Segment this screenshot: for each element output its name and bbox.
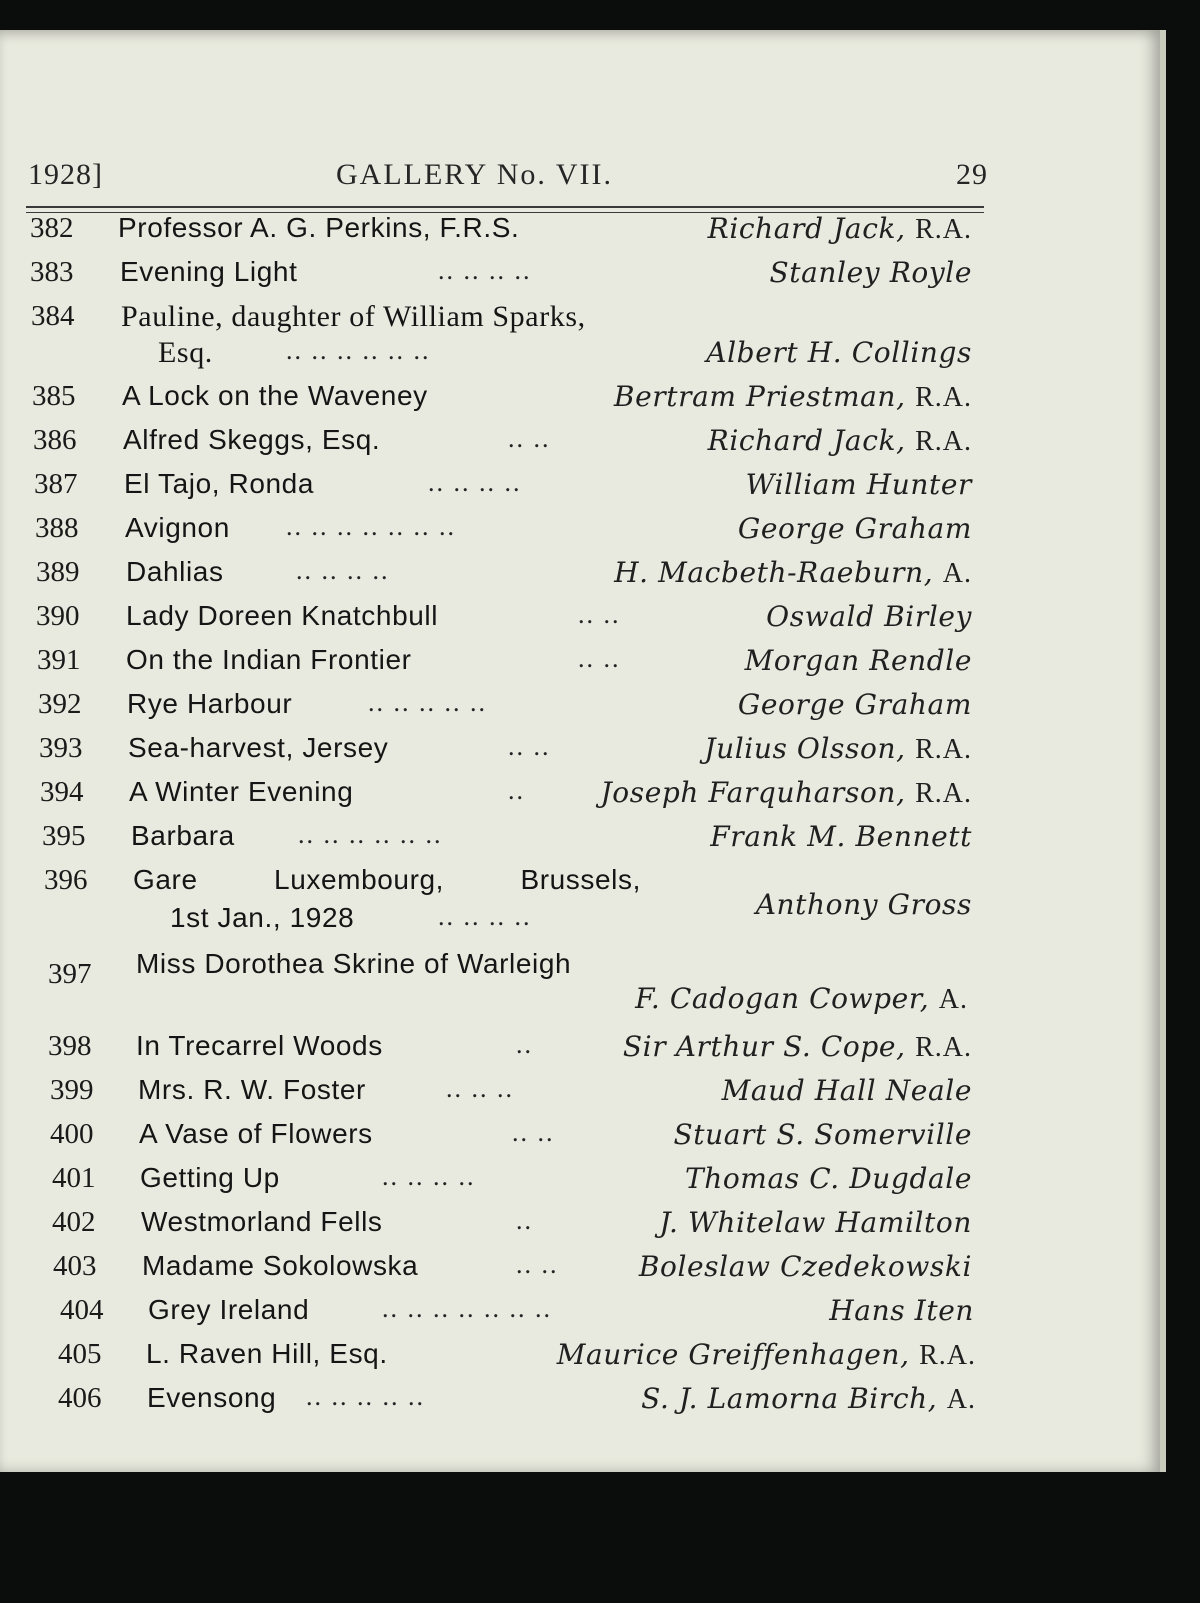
entry-artist bbox=[614, 380, 972, 414]
entry-title: Getting Up bbox=[140, 1162, 280, 1193]
artist-name: George Graham bbox=[737, 688, 972, 721]
entry-title: El Tajo, Ronda bbox=[124, 468, 315, 499]
artist-honour: A. bbox=[938, 984, 968, 1015]
entry-number: 396 bbox=[44, 864, 88, 896]
artist-name: Anthony Gross bbox=[755, 888, 972, 921]
entry-title: Barbara bbox=[131, 820, 235, 851]
artist-honour: R.A. bbox=[915, 778, 972, 809]
catalogue-entry bbox=[0, 1338, 1160, 1378]
entry-number: 399 bbox=[50, 1074, 94, 1106]
entry-artist bbox=[614, 556, 972, 590]
entry-artist bbox=[685, 1162, 972, 1195]
entry-artist bbox=[623, 1030, 972, 1064]
entry-title: A Winter Evening bbox=[129, 776, 354, 807]
catalogue-entry bbox=[0, 212, 1160, 252]
entry-title: A Lock on the Waveney bbox=[122, 380, 428, 411]
artist-honour: A. bbox=[942, 558, 972, 589]
artist-name: Joseph Farquharson, bbox=[600, 776, 906, 809]
entry-title: Grey Ireland bbox=[148, 1294, 310, 1325]
artist-name: William Hunter bbox=[745, 468, 972, 501]
artist-name: Stanley Royle bbox=[769, 256, 972, 289]
entry-artist bbox=[710, 820, 972, 853]
entry-number: 402 bbox=[52, 1206, 96, 1238]
entry-number: 404 bbox=[60, 1294, 104, 1326]
leader-dots: .. bbox=[516, 1030, 533, 1059]
catalogue-page bbox=[0, 30, 1166, 1472]
entry-artist bbox=[756, 888, 972, 921]
artist-name: Sir Arthur S. Cope, bbox=[622, 1030, 906, 1063]
entry-title: On the Indian Frontier bbox=[126, 644, 412, 675]
artist-name: F. Cadogan Cowper, bbox=[635, 982, 930, 1015]
artist-name: George Graham bbox=[737, 512, 972, 545]
artist-honour: R.A. bbox=[919, 1340, 976, 1371]
entry-number: 406 bbox=[58, 1382, 102, 1414]
entry-number: 394 bbox=[40, 776, 84, 808]
artist-name: Oswald Birley bbox=[766, 600, 972, 633]
leader-dots: .. .. bbox=[578, 600, 621, 629]
entry-title: Miss Dorothea Skrine of Warleigh bbox=[136, 948, 572, 979]
entry-title: Mrs. R. W. Foster bbox=[138, 1074, 366, 1105]
catalogue-entry bbox=[0, 556, 1160, 596]
entry-title: Evensong bbox=[147, 1382, 277, 1413]
entry-number: 384 bbox=[31, 300, 75, 332]
entry-number: 397 bbox=[48, 958, 92, 990]
entry-number: 385 bbox=[32, 380, 76, 412]
leader-dots: .. .. .. .. .. .. bbox=[298, 820, 443, 849]
entry-title: L. Raven Hill, Esq. bbox=[146, 1338, 388, 1369]
catalogue-entry bbox=[0, 1118, 1160, 1158]
entry-number: 390 bbox=[36, 600, 80, 632]
catalogue-entry bbox=[0, 1382, 1160, 1422]
catalogue-entries bbox=[0, 30, 1160, 1472]
entry-number: 405 bbox=[58, 1338, 102, 1370]
catalogue-entry bbox=[0, 600, 1160, 640]
leader-dots: .. .. .. .. .. .. .. bbox=[382, 1294, 552, 1323]
entry-number: 387 bbox=[34, 468, 78, 500]
catalogue-entry bbox=[0, 732, 1160, 772]
entry-number: 393 bbox=[39, 732, 83, 764]
entry-number: 403 bbox=[53, 1250, 97, 1282]
entry-number: 389 bbox=[36, 556, 80, 588]
leader-dots: .. .. bbox=[508, 424, 551, 453]
catalogue-entry bbox=[0, 776, 1160, 816]
leader-dots: .. .. .. .. bbox=[296, 556, 390, 585]
artist-name: Julius Olsson, bbox=[704, 732, 906, 765]
header-gallery-word: GALLERY bbox=[336, 158, 488, 191]
artist-honour: R.A. bbox=[915, 734, 972, 765]
artist-name: Albert H. Collings bbox=[706, 336, 972, 369]
header-number-word: No. bbox=[496, 158, 547, 191]
leader-dots: .. .. bbox=[512, 1118, 555, 1147]
leader-dots: .. .. .. .. bbox=[438, 902, 532, 931]
leader-dots: .. .. .. bbox=[446, 1074, 514, 1103]
entry-number: 391 bbox=[37, 644, 81, 676]
entry-artist bbox=[722, 1074, 972, 1107]
entry-title: Rye Harbour bbox=[127, 688, 293, 719]
artist-name: Stuart S. Somerville bbox=[673, 1118, 972, 1151]
entry-artist bbox=[706, 336, 972, 369]
artist-name: Bertram Priestman, bbox=[613, 380, 906, 413]
artist-name: Hans Iten bbox=[829, 1294, 974, 1327]
leader-dots: .. .. .. .. bbox=[438, 256, 532, 285]
artist-name: Maud Hall Neale bbox=[721, 1074, 972, 1107]
catalogue-entry bbox=[0, 468, 1160, 508]
entry-number: 395 bbox=[42, 820, 86, 852]
entry-number: 400 bbox=[50, 1118, 94, 1150]
artist-name: J. Whitelaw Hamilton bbox=[659, 1206, 972, 1239]
entry-artist bbox=[766, 600, 972, 633]
entry-title: Avignon bbox=[125, 512, 230, 543]
catalogue-entry bbox=[0, 1030, 1160, 1070]
entry-artist bbox=[557, 1338, 976, 1372]
leader-dots: .. bbox=[508, 776, 525, 805]
catalogue-entry bbox=[0, 512, 1160, 552]
entry-title: Lady Doreen Knatchbull bbox=[126, 600, 439, 631]
catalogue-entry bbox=[0, 300, 1160, 369]
entry-artist bbox=[770, 256, 973, 289]
entry-artist bbox=[738, 512, 972, 545]
entry-artist bbox=[746, 468, 972, 501]
entry-artist bbox=[704, 732, 972, 766]
entry-title: Sea-harvest, Jersey bbox=[128, 732, 389, 763]
entry-title: Professor A. G. Perkins, F.R.S. bbox=[118, 212, 520, 243]
page-number: 29 bbox=[956, 158, 988, 191]
entry-artist bbox=[641, 1382, 976, 1416]
artist-name: Richard Jack, bbox=[707, 212, 906, 245]
entry-artist bbox=[659, 1206, 972, 1239]
entry-title: Evening Light bbox=[120, 256, 298, 287]
leader-dots: .. .. .. .. .. .. .. bbox=[286, 512, 456, 541]
entry-title: Westmorland Fells bbox=[141, 1206, 383, 1237]
entry-artist bbox=[745, 644, 972, 677]
entry-title: Madame Sokolowska bbox=[142, 1250, 419, 1281]
entry-artist bbox=[639, 1250, 972, 1283]
entry-artist bbox=[674, 1118, 972, 1151]
entry-number: 401 bbox=[52, 1162, 96, 1194]
entry-number: 388 bbox=[35, 512, 79, 544]
catalogue-entry bbox=[0, 424, 1160, 464]
catalogue-entry bbox=[0, 256, 1160, 296]
entry-artist bbox=[708, 424, 972, 458]
entry-title-continued: Esq. bbox=[158, 336, 213, 369]
catalogue-entry bbox=[0, 948, 1160, 1015]
leader-dots: .. .. bbox=[508, 732, 551, 761]
catalogue-entry bbox=[0, 1074, 1160, 1114]
entry-number: 392 bbox=[38, 688, 82, 720]
artist-name: Boleslaw Czedekowski bbox=[638, 1250, 972, 1283]
entry-title: Pauline, daughter of William Sparks, bbox=[121, 300, 586, 333]
entry-title-continued: 1st Jan., 1928 bbox=[170, 902, 355, 933]
catalogue-entry bbox=[0, 1294, 1160, 1334]
leader-dots: .. .. .. .. .. bbox=[368, 688, 487, 717]
entry-number: 398 bbox=[48, 1030, 92, 1062]
catalogue-entry bbox=[0, 1162, 1160, 1202]
entry-number: 383 bbox=[30, 256, 74, 288]
leader-dots: .. .. .. .. .. bbox=[306, 1382, 425, 1411]
entry-number: 386 bbox=[33, 424, 77, 456]
entry-artist bbox=[738, 688, 972, 721]
artist-name: Richard Jack, bbox=[707, 424, 906, 457]
leader-dots: .. .. bbox=[578, 644, 621, 673]
header-numeral: VII. bbox=[555, 158, 614, 191]
entry-title: A Vase of Flowers bbox=[139, 1118, 373, 1149]
header-year: 1928] bbox=[28, 158, 103, 191]
artist-honour: A. bbox=[946, 1384, 976, 1415]
entry-artist bbox=[829, 1294, 974, 1327]
leader-dots: .. .. bbox=[516, 1250, 559, 1279]
artist-name: Thomas C. Dugdale bbox=[684, 1162, 972, 1195]
artist-honour: R.A. bbox=[915, 1032, 972, 1063]
entry-title: Dahlias bbox=[126, 556, 224, 587]
artist-name: Morgan Rendle bbox=[744, 644, 972, 677]
artist-honour: R.A. bbox=[915, 426, 972, 457]
artist-name: Frank M. Bennett bbox=[710, 820, 972, 853]
artist-honour: R.A. bbox=[915, 382, 972, 413]
catalogue-entry bbox=[0, 1250, 1160, 1290]
artist-name: S. J. Lamorna Birch, bbox=[641, 1382, 938, 1415]
catalogue-entry bbox=[0, 688, 1160, 728]
entry-title: Gare Luxembourg, Brussels, bbox=[133, 864, 641, 895]
entry-title: In Trecarrel Woods bbox=[136, 1030, 383, 1061]
entry-number: 382 bbox=[30, 212, 74, 244]
artist-name: Maurice Greiffenhagen, bbox=[556, 1338, 910, 1371]
entry-title: Alfred Skeggs, Esq. bbox=[123, 424, 381, 455]
entry-artist bbox=[635, 982, 968, 1016]
leader-dots: .. bbox=[516, 1206, 533, 1235]
catalogue-entry bbox=[0, 644, 1160, 684]
catalogue-entry bbox=[0, 380, 1160, 420]
artist-honour: R.A. bbox=[915, 214, 972, 245]
entry-artist bbox=[600, 776, 972, 810]
entry-artist bbox=[708, 212, 972, 246]
leader-dots: .. .. .. .. bbox=[428, 468, 522, 497]
catalogue-entry bbox=[0, 864, 1160, 933]
catalogue-entry bbox=[0, 820, 1160, 860]
artist-name: H. Macbeth-Raeburn, bbox=[614, 556, 934, 589]
leader-dots: .. .. .. .. .. .. bbox=[286, 336, 431, 365]
leader-dots: .. .. .. .. bbox=[382, 1162, 476, 1191]
catalogue-entry bbox=[0, 1206, 1160, 1246]
